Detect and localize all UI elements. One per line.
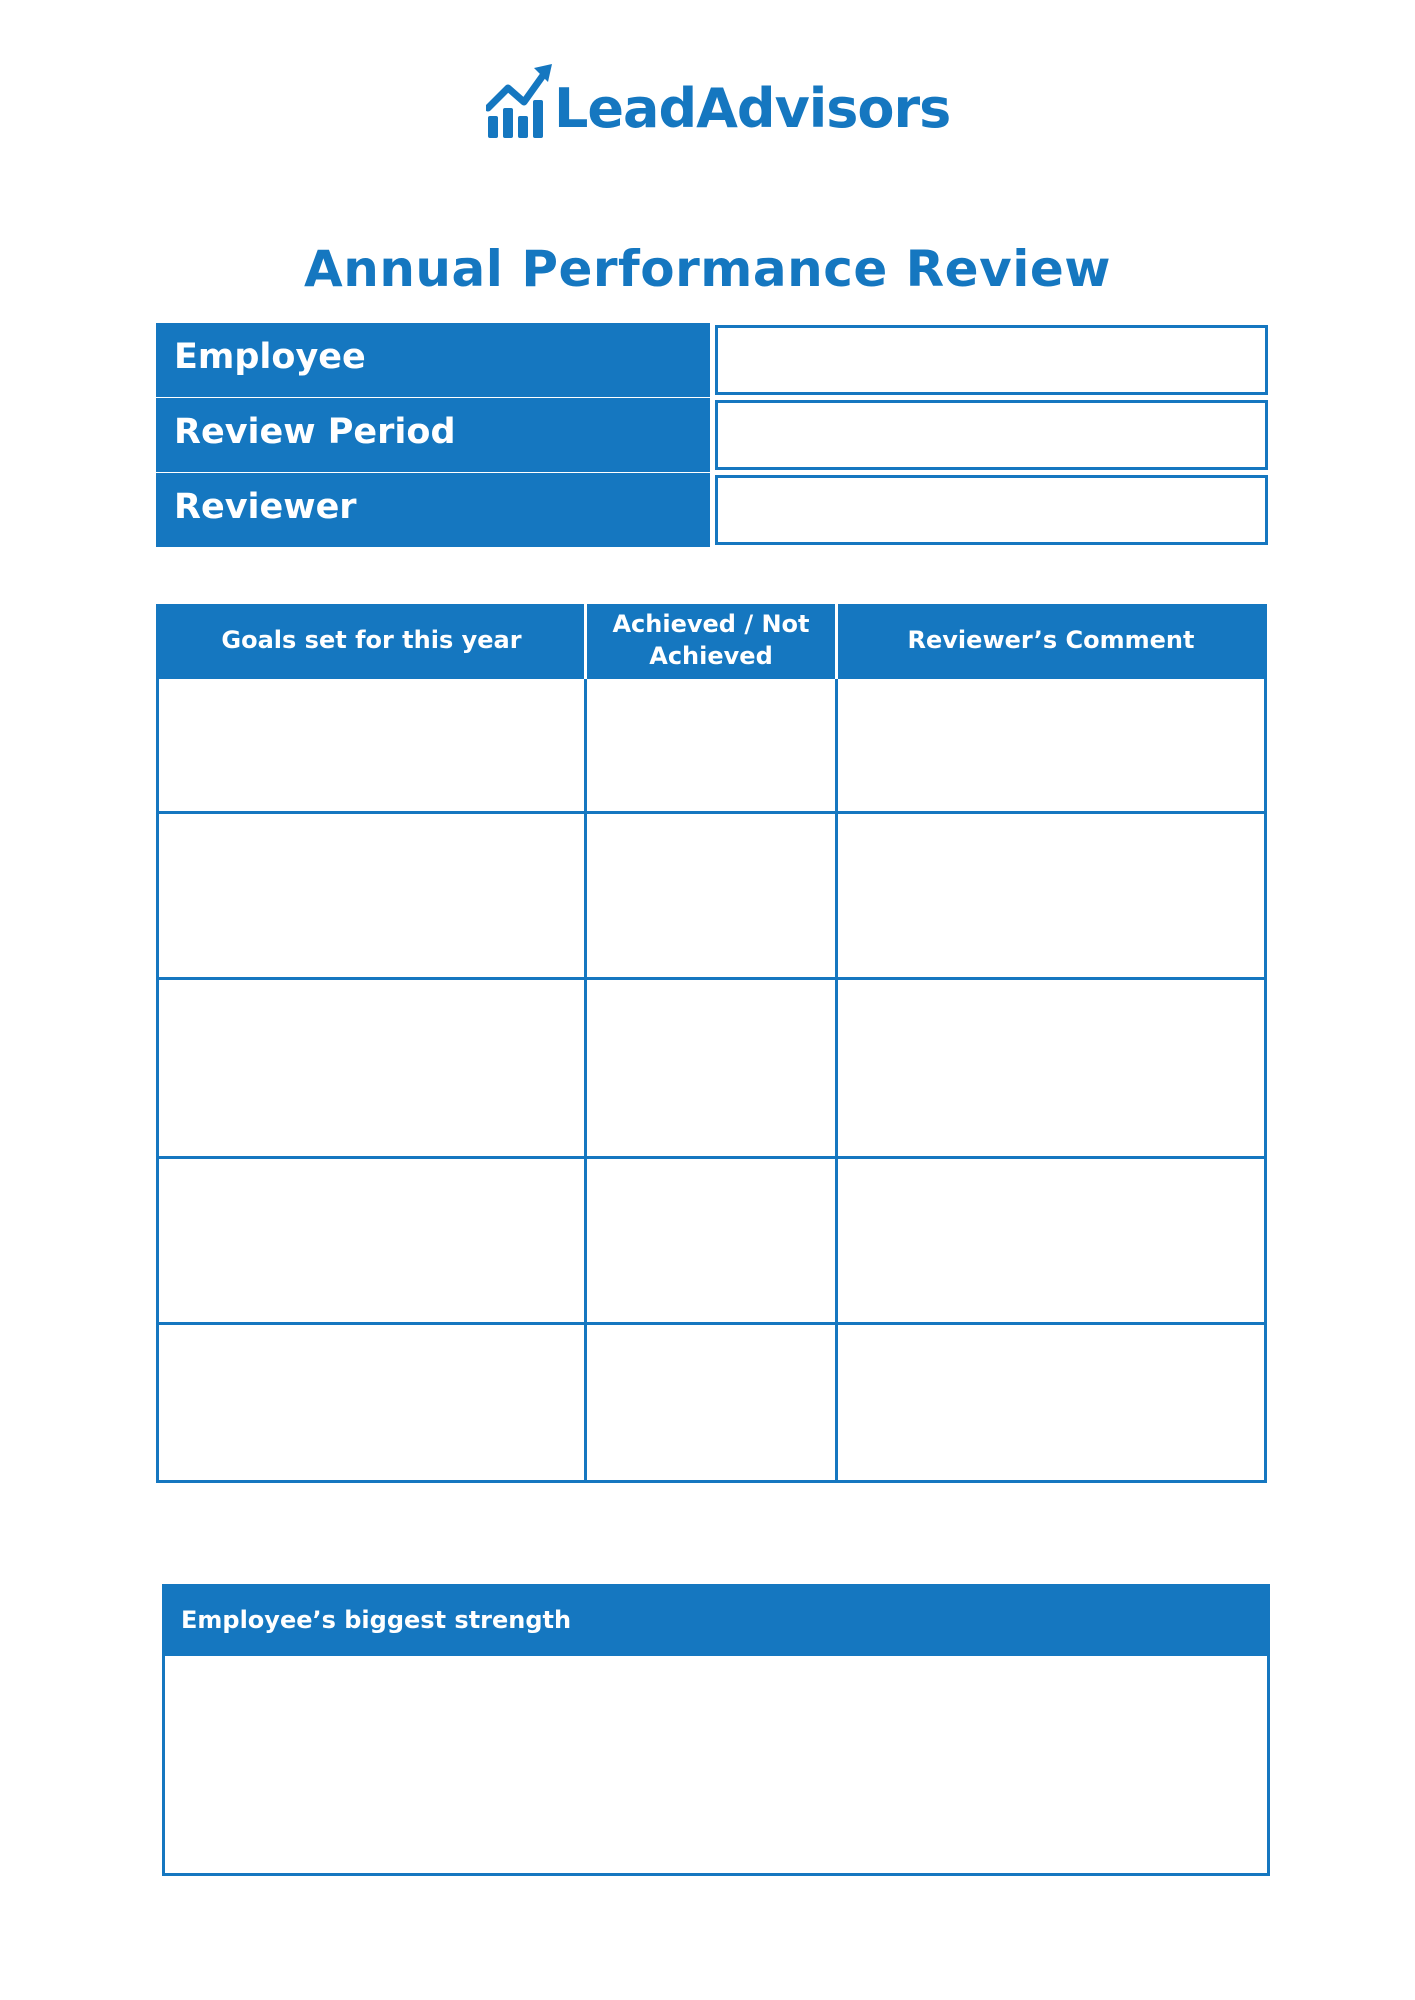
achieved-cell[interactable] bbox=[586, 678, 837, 813]
comment-cell[interactable] bbox=[837, 979, 1266, 1158]
growth-chart-icon bbox=[486, 64, 552, 140]
column-header-achieved: Achieved / Not Achieved bbox=[586, 604, 837, 678]
goal-cell[interactable] bbox=[158, 678, 586, 813]
brand-logo bbox=[486, 60, 950, 140]
comment-cell[interactable] bbox=[837, 1158, 1266, 1324]
info-label: Review Period bbox=[156, 398, 710, 472]
employee-field[interactable] bbox=[715, 325, 1268, 395]
goal-cell[interactable] bbox=[158, 813, 586, 979]
brand-name: LeadAdvisors bbox=[554, 77, 951, 140]
comment-cell[interactable] bbox=[837, 678, 1266, 813]
goal-cell[interactable] bbox=[158, 979, 586, 1158]
table-row bbox=[158, 1158, 1266, 1324]
table-row bbox=[158, 1324, 1266, 1482]
comment-cell[interactable] bbox=[837, 813, 1266, 979]
goal-cell[interactable] bbox=[158, 1324, 586, 1482]
table-header-row bbox=[158, 604, 1266, 678]
achieved-cell[interactable] bbox=[586, 1324, 837, 1482]
table-row bbox=[158, 979, 1266, 1158]
info-row-reviewer bbox=[156, 473, 1268, 547]
info-label: Reviewer bbox=[156, 473, 710, 547]
table-row bbox=[158, 813, 1266, 979]
strength-section bbox=[162, 1584, 1270, 1876]
info-label: Employee bbox=[156, 323, 710, 397]
column-header-comment: Reviewer’s Comment bbox=[837, 604, 1266, 678]
comment-cell[interactable] bbox=[837, 1324, 1266, 1482]
strength-header: Employee’s biggest strength bbox=[162, 1584, 1270, 1656]
review-period-field[interactable] bbox=[715, 400, 1268, 470]
info-row-employee bbox=[156, 323, 1268, 397]
info-row-review-period bbox=[156, 398, 1268, 472]
achieved-cell[interactable] bbox=[586, 1158, 837, 1324]
column-header-goals: Goals set for this year bbox=[158, 604, 586, 678]
strength-field[interactable] bbox=[162, 1656, 1270, 1876]
goal-cell[interactable] bbox=[158, 1158, 586, 1324]
goals-table bbox=[156, 604, 1267, 1483]
achieved-cell[interactable] bbox=[586, 979, 837, 1158]
table-row bbox=[158, 678, 1266, 813]
reviewer-field[interactable] bbox=[715, 475, 1268, 545]
achieved-cell[interactable] bbox=[586, 813, 837, 979]
page-title: Annual Performance Review bbox=[304, 240, 1111, 298]
